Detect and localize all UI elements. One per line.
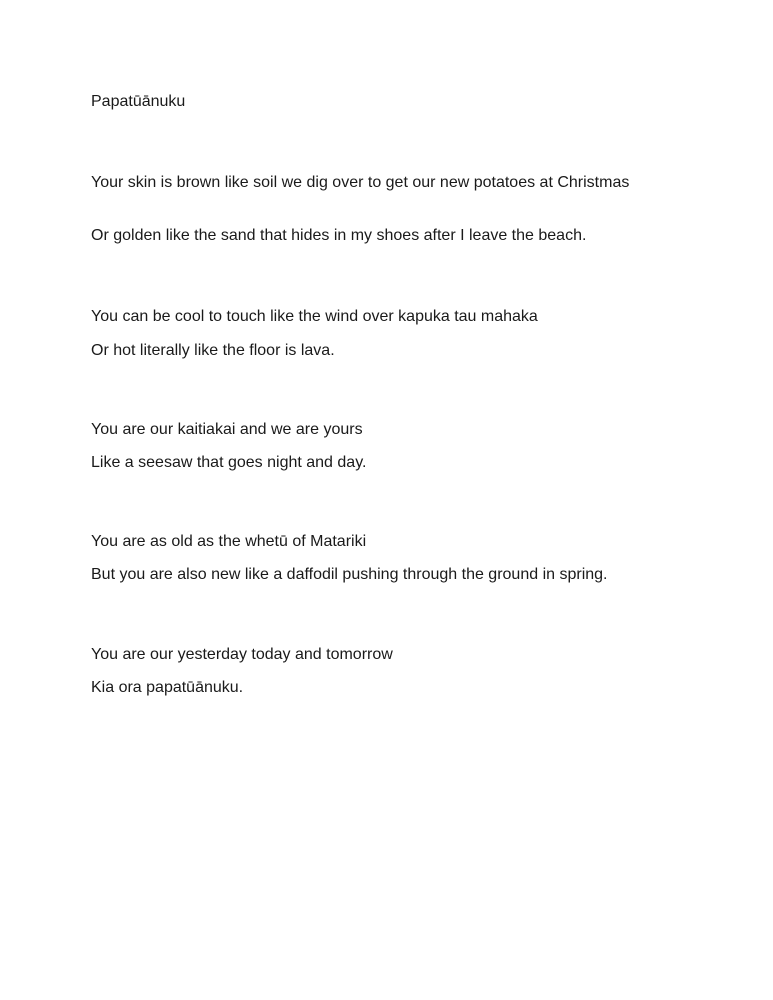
stanza-4-line-2: But you are also new like a daffodil pushing through the ground in spring. (91, 566, 608, 583)
stanza-2-line-1: You can be cool to touch like the wind over kapuka tau mahaka (91, 308, 538, 325)
stanza-5-line-2: Kia ora papatūānuku. (91, 679, 244, 696)
stanza-1-line-2: Or golden like the sand that hides in my shoes after I leave the beach. (91, 227, 587, 244)
poem-title: Papatūānuku (91, 93, 186, 110)
stanza-5-line-1: You are our yesterday today and tomorrow (91, 646, 393, 663)
stanza-2-line-2: Or hot literally like the floor is lava. (91, 342, 335, 359)
stanza-3-line-2: Like a seesaw that goes night and day. (91, 454, 367, 471)
stanza-4-line-1: You are as old as the whetū of Matariki (91, 533, 367, 550)
stanza-3-line-1: You are our kaitiakai and we are yours (91, 421, 363, 438)
stanza-1-line-1: Your skin is brown like soil we dig over to get our new potatoes at Christmas (91, 174, 630, 191)
